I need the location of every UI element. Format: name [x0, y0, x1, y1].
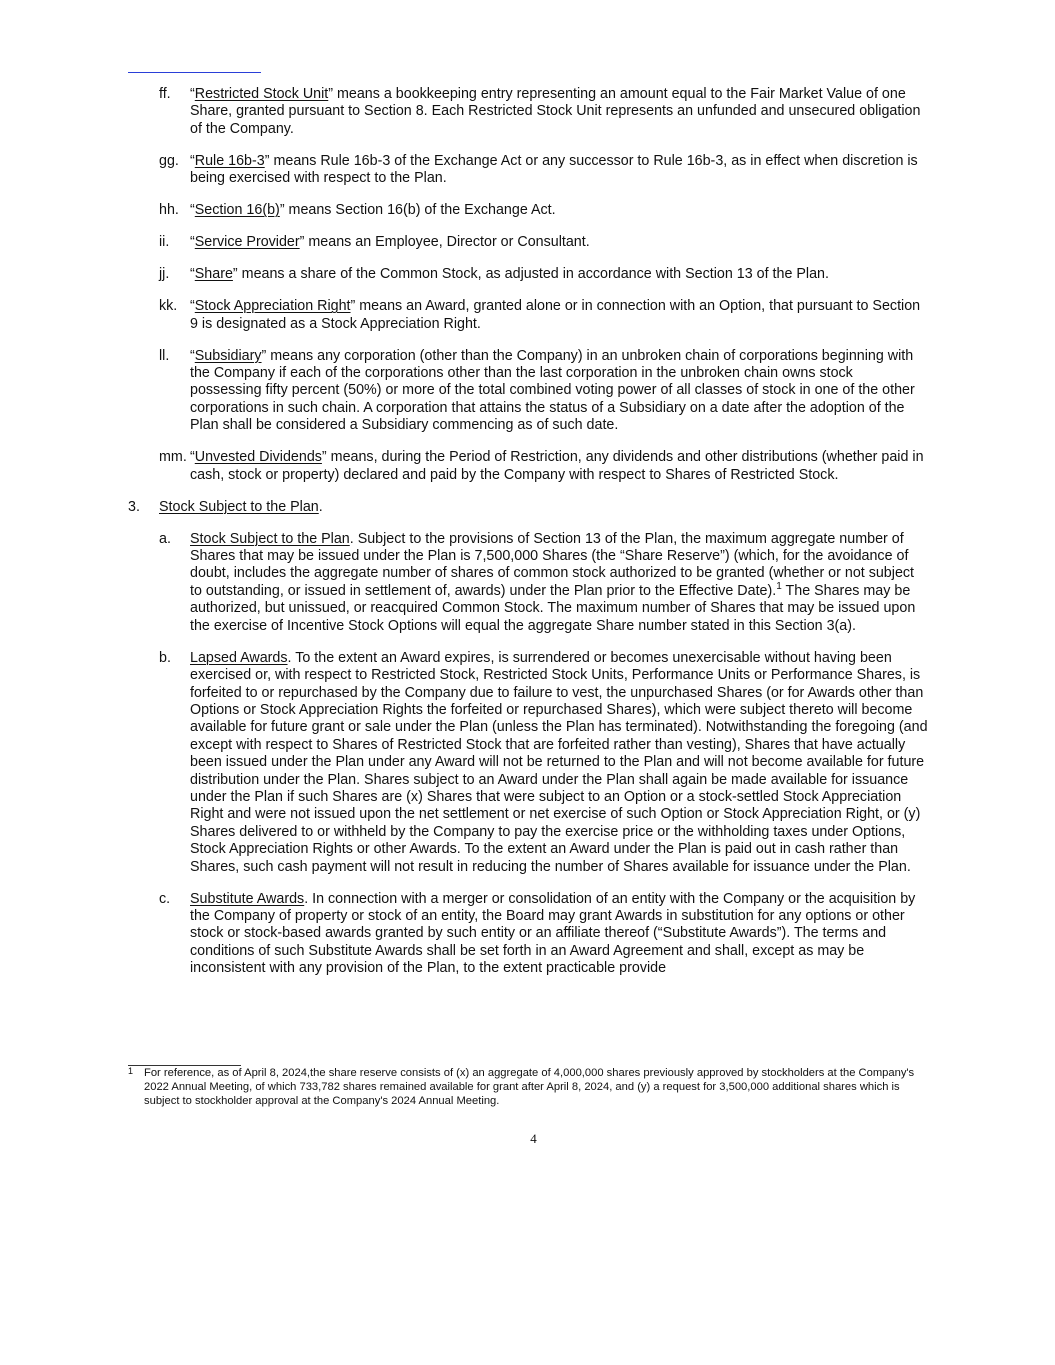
definition-body: “Section 16(b)” means Section 16(b) of the Exchange Act. [190, 202, 556, 219]
defined-term: Service Provider [194, 234, 300, 251]
section-title-suffix: . [318, 498, 323, 515]
definition-ll [128, 348, 928, 435]
footnote [128, 1067, 928, 1109]
subsection-text-continued: The Shares may be authorized, but unissued, or reacquired Common Stock. The maximum number of Shares that may be issued upon the exercise of Incentive Stock Options will equal the aggregate Share number stated in this Section 3(a). [190, 582, 916, 634]
definition-body: “Restricted Stock Unit” means a bookkeeping entry representing an amount equal to the Fair Market Value of one Share, granted pursuant to Section 8. Each Restricted Stock Unit represents an unfunded and unsecured obligation of the Company. [190, 86, 921, 137]
definition-body: “Share” means a share of the Common Stock, as adjusted in accordance with Section 13 of the Plan. [190, 266, 829, 283]
defined-term: Stock Appreciation Right [194, 298, 351, 315]
definition-label: mm. [159, 449, 187, 466]
definition-label: kk. [159, 298, 178, 315]
definition-body: “Service Provider” means an Employee, Director or Consultant. [190, 234, 590, 251]
definition-text: ” means Section 16(b) of the Exchange Act. [279, 202, 556, 219]
subsection-heading: Stock Subject to the Plan [190, 530, 350, 547]
page-number: 4 [530, 1131, 537, 1146]
subsection-heading: Substitute Awards [190, 890, 305, 907]
footnote-reference[interactable]: 1 [776, 581, 782, 593]
section-3c [128, 891, 928, 978]
top-decorative-rule [128, 72, 261, 73]
section-title: Stock Subject to the Plan [159, 498, 319, 515]
subsection-body [190, 891, 928, 978]
section-3b [128, 650, 928, 876]
section-number: 3. [128, 498, 140, 515]
section-3-heading [128, 499, 928, 516]
document-body [128, 86, 928, 992]
definition-label: ff. [159, 86, 171, 102]
definition-body: “Subsidiary” means any corporation (other than the Company) in an unbroken chain of corporations beginning with the Company if each of the corporations other than the last corporation in the unbroken chain owns stock possessing fifty percent (50%) or more of the total combined voting power of all classes of stock in one of the other corporations in such chain. A corporation that attains the status of a Subsidiary on a date after the adoption of the Plan shall be considered a Subsidiary commencing as of such date. [190, 347, 915, 434]
definition-body: “Stock Appreciation Right” means an Award, granted alone or in connection with an Option, that pursuant to Section 9 is designated as a Stock Appreciation Right. [190, 298, 921, 332]
definition-kk [128, 298, 928, 333]
definition-label: ll. [159, 347, 170, 364]
definition-jj [128, 266, 928, 283]
subsection-text: . To the extent an Award expires, is surrendered or becomes unexercisable without having been exercised or, with respect to Restricted Stock, Restricted Stock Units, Performance Units or Performance Shares, is forfeited to or repurchased by the Company due to failure to vest, the unpurchased Shares (or for Awards other than Options or Stock Appreciation Rights the forfeited or repurchased Shares), which were subject thereto will become available for future grant or sale under the Plan (unless the Plan has terminated). Notwithstanding the foregoing (and except with respect to Shares of Restricted Stock that are forfeited rather than vesting), Shares that have actually been issued under the Plan under any Award will not be returned to the Plan and will not become available for future distribution under the Plan. Shares subject to an Award under the Plan shall again be made available for issuance under the Plan if such Shares are (x) Shares that were subject to an Option or a stock-settled Stock Appreciation Right and were not issued upon the net settlement or net exercise of such Option or Stock Appreciation Right, or (y) Shares delivered to or withheld by the Company to pay the exercise price or the withholding taxes under Options, Stock Appreciation Rights or other Awards. To the extent an Award under the Plan is paid out in cash rather than Shares, such cash payment will not result in reducing the number of Shares available for issuance under the Plan. [190, 649, 928, 875]
defined-term: Subsidiary [194, 347, 262, 364]
section-3a [128, 531, 928, 635]
definition-text: ” means a share of the Common Stock, as adjusted in accordance with Section 13 of the Plan. [232, 266, 829, 283]
subsection-label: b. [159, 649, 171, 666]
definition-label: ii. [159, 234, 170, 251]
definition-label: gg. [159, 152, 179, 169]
definition-ii [128, 234, 928, 251]
defined-term: Share [194, 266, 233, 283]
defined-term: Rule 16b-3 [194, 152, 265, 169]
subsection-label: a. [159, 530, 171, 547]
footnote-text: For reference, as of April 8, 2024,the share reserve consists of (x) an aggregate of 4,000,000 shares previously approved by stockholders at the Company's 2022 Annual Meeting, of which 733,782 shares remained available for grant after April 8, 2024, and (y) a request for 3,500,000 additional shares which is subject to stockholder approval at the Company's 2024 Annual Meeting. [144, 1067, 915, 1107]
definition-text: ” means an Employee, Director or Consultant. [299, 234, 590, 251]
definition-text: ” means a bookkeeping entry representing an amount equal to the Fair Market Value of one Share, granted pursuant to Section 8. Each Restricted Stock Unit represents an unfunded and unsecured obligation of the Company. [190, 86, 921, 137]
subsection-text: . In connection with a merger or consolidation of an entity with the Company or the acquisition by the Company of property or stock of an entity, the Board may grant Awards in substitution for any options or other stock or stock-based awards granted by such entity or an affiliate thereof (“Substitute Awards”). The terms and conditions of such Substitute Awards shall be set forth in an Award Agreement and shall, except as may be inconsistent with any provision of the Plan, to the extent practicable provide [190, 890, 916, 977]
subsection-body [190, 650, 928, 876]
defined-term: Unvested Dividends [194, 449, 322, 466]
subsection-body [190, 531, 928, 635]
footnote-marker: 1 [128, 1066, 134, 1076]
section-title-wrap [159, 499, 323, 515]
definition-body: “Rule 16b-3” means Rule 16b-3 of the Exchange Act or any successor to Rule 16b-3, as in effect when discretion is being exercised with respect to the Plan. [190, 152, 918, 187]
definition-text: ” means, during the Period of Restriction, any dividends and other distributions (whether paid in cash, stock or property) declared and paid by the Company with respect to Shares of Restricted Stock. [190, 449, 924, 483]
subsection-text: . Subject to the provisions of Section 13 of the Plan, the maximum aggregate number of Shares that may be issued under the Plan is 7,500,000 Shares (the “Share Reserve”) (which, for the avoidance of doubt, includes the aggregate number of shares of common stock authorized to be granted (whether or not subject to outstanding, or issued in settlement of, awards) under the Plan prior to the Effective Date). [190, 530, 915, 599]
definition-text: ” means any corporation (other than the Company) in an unbroken chain of corporations beginning with the Company if each of the corporations other than the last corporation in the unbroken chain owns stock possessing fifty percent (50%) or more of the total combined voting power of all classes of stock in one of the other corporations in such chain. A corporation that attains the status of a Subsidiary on a date after the adoption of the Plan shall be considered a Subsidiary commencing as of such date. [190, 347, 915, 434]
definition-gg [128, 153, 928, 188]
defined-term: Restricted Stock Unit [194, 86, 329, 102]
definition-body: “Unvested Dividends” means, during the Period of Restriction, any dividends and other distributions (whether paid in cash, stock or property) declared and paid by the Company with respect to Shares of Restricted Stock. [190, 449, 924, 483]
defined-term: Section 16(b) [194, 202, 280, 219]
subsection-label: c. [159, 890, 171, 907]
definition-text: ” means Rule 16b-3 of the Exchange Act or any successor to Rule 16b-3, as in effect when discretion is being exercised with respect to the Plan. [190, 152, 918, 187]
definition-label: hh. [159, 202, 179, 219]
subsection-heading: Lapsed Awards [190, 649, 288, 666]
footnote-separator [128, 1065, 241, 1066]
definition-mm [128, 449, 928, 484]
definition-text: ” means an Award, granted alone or in connection with an Option, that pursuant to Section 9 is designated as a Stock Appreciation Right. [190, 298, 921, 332]
definition-hh [128, 202, 928, 219]
definition-ff [128, 86, 928, 138]
definition-label: jj. [159, 266, 170, 283]
